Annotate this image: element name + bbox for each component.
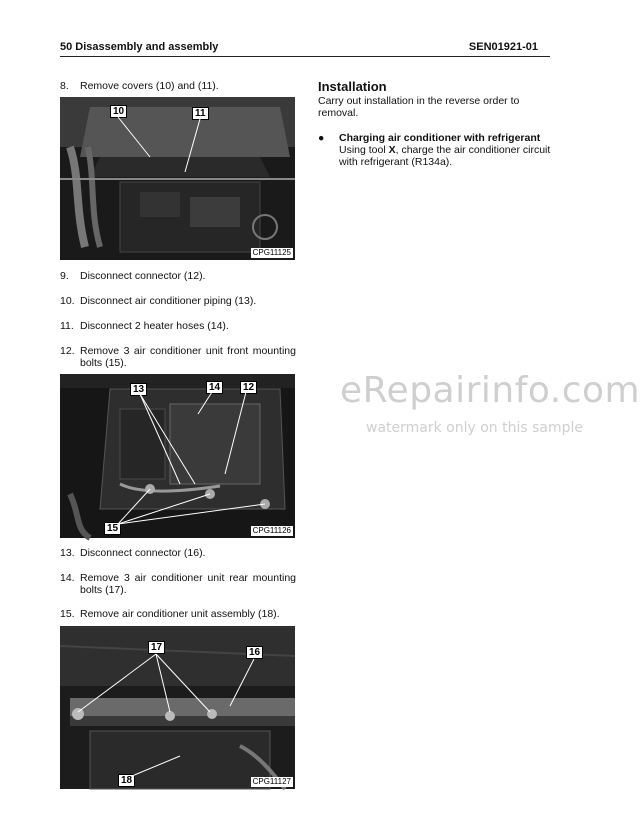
installation-heading: Installation [318, 79, 387, 94]
step-number: 10. [60, 295, 75, 307]
header-section-title: 50 Disassembly and assembly [60, 41, 219, 53]
callout-11: 11 [192, 107, 209, 120]
callout-13: 13 [130, 383, 147, 396]
photo-code: CPG11127 [252, 777, 291, 786]
callout-17: 17 [148, 641, 165, 654]
header-rule [60, 56, 550, 57]
watermark-sub: watermark only on this sample [366, 420, 584, 436]
step-text: Disconnect air conditioner piping (13). [80, 295, 257, 307]
step-8 [60, 80, 296, 92]
step-12 [60, 345, 296, 369]
step-number: 15. [60, 608, 75, 620]
step-13 [60, 547, 296, 559]
step-15 [60, 608, 296, 620]
callout-16: 16 [246, 646, 263, 659]
step-14 [60, 572, 296, 596]
step-text: Disconnect 2 heater hoses (14). [80, 320, 229, 332]
leader-lines [60, 97, 295, 260]
callout-15: 15 [104, 522, 121, 535]
step-text: Disconnect connector (12). [80, 270, 206, 282]
step-number: 12. [60, 345, 75, 357]
bullet-body-prefix: Using tool [339, 144, 389, 156]
photo-cpg11126 [60, 374, 295, 538]
installation-bullet [318, 132, 558, 168]
bullet-icon: ● [318, 132, 325, 144]
step-number: 13. [60, 547, 75, 559]
step-text: Remove air conditioner unit assembly (18). [80, 608, 280, 620]
step-number: 9. [60, 270, 69, 282]
bullet-title: Charging air conditioner with refrigerant [339, 132, 541, 144]
step-text: Remove 3 air conditioner unit rear mounting bolts (17). [80, 572, 296, 596]
bullet-body-tool: X [388, 144, 396, 156]
step-number: 11. [60, 320, 74, 332]
callout-18: 18 [118, 774, 135, 787]
callout-10: 10 [110, 105, 127, 118]
header-doc-number: SEN01921-01 [468, 41, 538, 53]
step-text: Remove 3 air conditioner unit front mounting bolts (15). [80, 345, 296, 369]
leader-lines [60, 626, 295, 789]
photo-cpg11127 [60, 626, 295, 789]
step-10 [60, 295, 296, 307]
step-number: 8. [60, 80, 69, 92]
installation-body: Carry out installation in the reverse order to removal. [318, 95, 520, 119]
step-number: 14. [60, 572, 75, 584]
leader-lines [60, 374, 295, 538]
step-9 [60, 270, 296, 282]
step-11 [60, 320, 296, 332]
step-text: Disconnect connector (16). [80, 547, 206, 559]
callout-12: 12 [240, 381, 257, 394]
bullet-body-suffix: , charge the air conditioner circuit with refrigerant (R134a). [339, 144, 551, 168]
callout-14: 14 [206, 381, 223, 394]
photo-code: CPG11126 [252, 526, 291, 535]
photo-cpg11125 [60, 97, 295, 260]
step-text: Remove covers (10) and (11). [80, 80, 219, 92]
bullet-body [339, 144, 558, 168]
photo-code: CPG11125 [252, 248, 291, 257]
watermark-main: eRepairinfo.com [340, 370, 640, 411]
